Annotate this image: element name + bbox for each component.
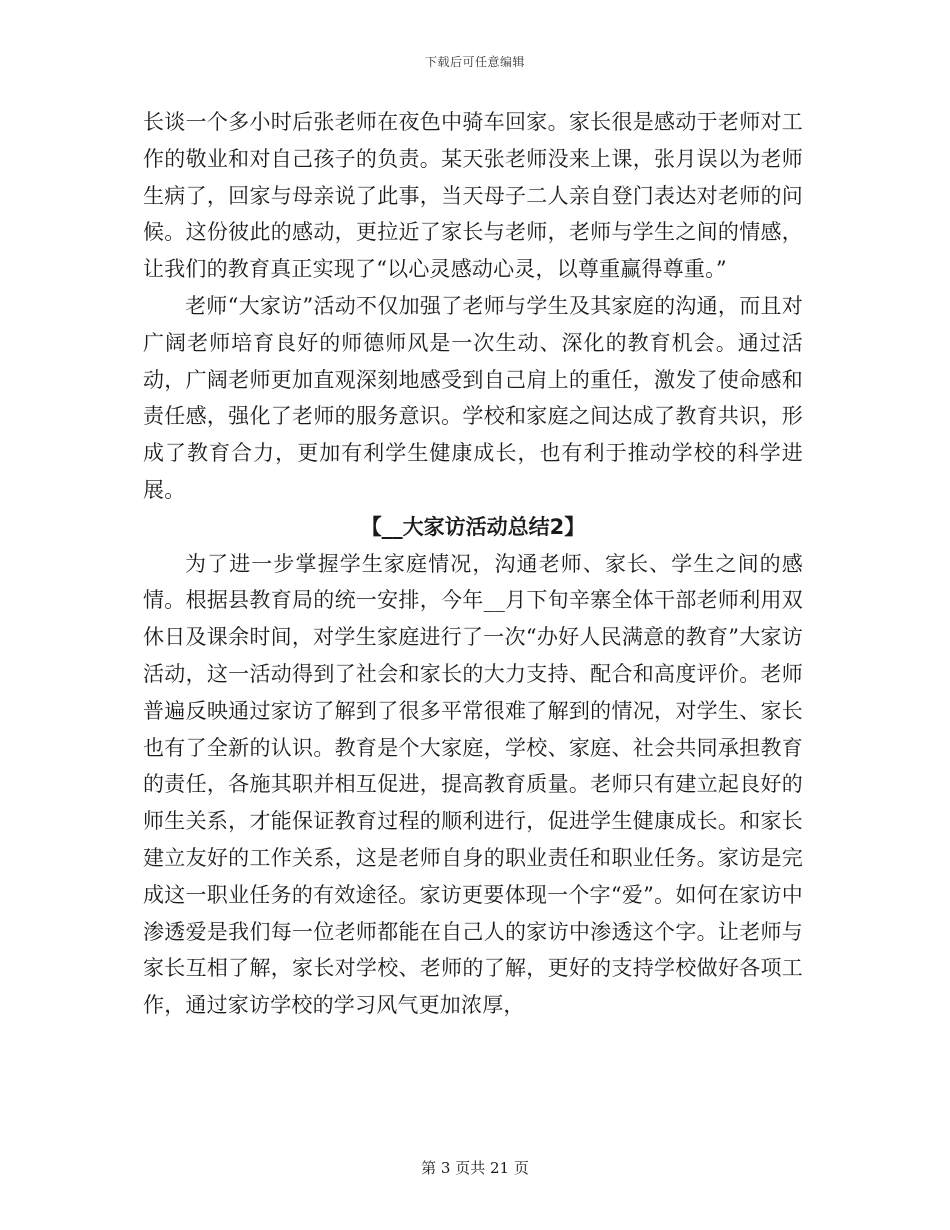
section-title: 【__大家访活动总结2】 (360, 514, 586, 539)
paragraph-continued: 长谈一个多小时后张老师在夜色中骑车回家。家长很是感动于老师对工作的敬业和对自己孩子的负责。某天张老师没来上课，张月误以为老师生病了，回家与母亲说了此事，当天母子二人亲自登门表达对老师的问候。这份彼此的感动，更拉近了家长与老师，老师与学生之间的情感，让我们的教育真正实现了“以心灵感动心灵，以尊重赢得尊重。” (143, 110, 803, 282)
document-body (143, 104, 803, 1024)
header-note: 下载后可任意编辑 (424, 55, 525, 69)
page-number: 第 3 页共 21 页 (421, 1159, 529, 1177)
paragraph-home-visit: 为了进一步掌握学生家庭情况，沟通老师、家长、学生之间的感情。根据县教育局的统一安排，今年__月下旬辛寨全体干部老师利用双休日及课余时间，对学生家庭进行了一次“办好人民满意的教育”大家访活动，这一活动得到了社会和家长的大力支持、配合和高度评价。老师普遍反映通过家访了解到了很多平常很难了解到的情况，对学生、家长也有了全新的认识。教育是个大家庭，学校、家庭、社会共同承担教育的责任，各施其职并相互促进，提高教育质量。老师只有建立起良好的师生关系，才能保证教育过程的顺利进行，促进学生健康成长。和家长建立友好的工作关系，这是老师自身的职业责任和职业任务。家访是完成这一职业任务的有效途径。家访更要体现一个字“爱”。如何在家访中渗透爱是我们每一位老师都能在自己人的家访中渗透这个字。让老师与家长互相了解，家长对学校、老师的了解，更好的支持学校做好各项工作，通过家访学校的学习风气更加浓厚， (143, 551, 803, 1018)
paragraph-activity-summary: 老师“大家访”活动不仅加强了老师与学生及其家庭的沟通，而且对广阔老师培育良好的师德师风是一次生动、深化的教育机会。通过活动，广阔老师更加直观深刻地感受到自己肩上的重任，激发了使命感和责任感，强化了老师的服务意识。学校和家庭之间达成了教育共识，形成了教育合力，更加有利学生健康成长，也有利于推动学校的科学进展。 (143, 293, 803, 502)
